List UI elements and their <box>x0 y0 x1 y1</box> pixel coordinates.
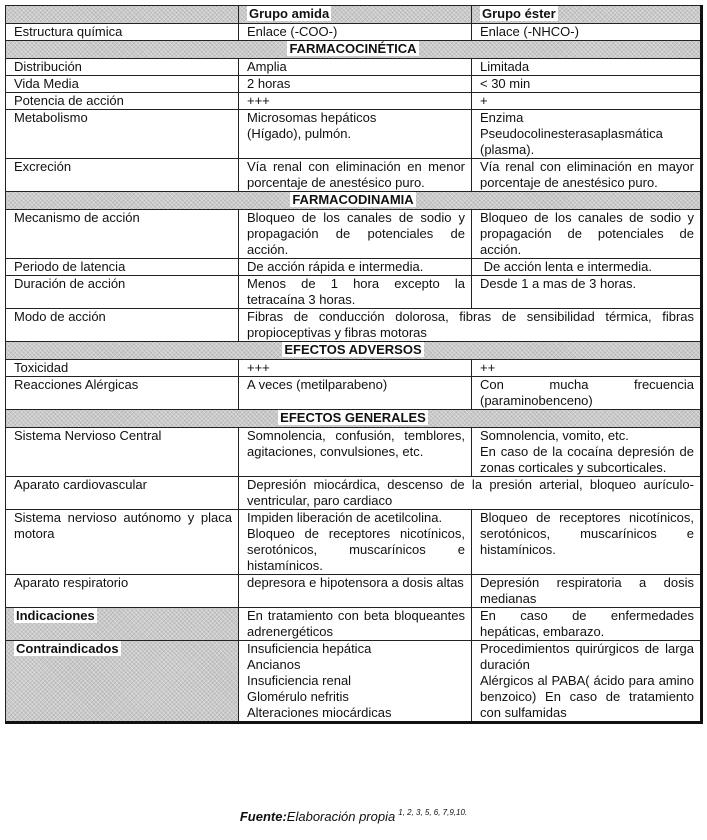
cell-line: Impiden liberación de acetilcolina. <box>247 510 443 525</box>
header-grupo-amida-label: Grupo amida <box>249 6 330 21</box>
source-label: Fuente: <box>239 809 287 824</box>
amida-cell: De acción rápida e intermedia. <box>239 259 472 276</box>
cell-line: Somnolencia, vomito, etc. <box>480 428 629 443</box>
cell-line: Alteraciones miocárdicas <box>247 705 392 720</box>
cell-line: Insuficiencia renal <box>247 673 352 688</box>
table-row-vida-media <box>6 76 702 93</box>
row-label: Contraindicados <box>16 641 119 656</box>
amida-cell <box>239 641 472 723</box>
table-row-indicaciones <box>6 608 702 641</box>
amida-cell: Menos de 1 hora excepto la tetracaína 3 horas. <box>239 276 472 309</box>
row-label: Aparato cardiovascular <box>6 477 239 510</box>
header-grupo-amida <box>239 6 472 24</box>
table-header-row <box>6 6 702 24</box>
row-label: Mecanismo de acción <box>6 210 239 259</box>
ester-cell: Con mucha frecuencia (paraminobenceno) <box>472 377 702 410</box>
ester-cell: En caso de enfermedades hepáticas, embarazo. <box>472 608 702 641</box>
section-title: EFECTOS GENERALES <box>280 410 426 425</box>
cell-line: Microsomas hepáticos <box>247 110 377 125</box>
anesthetics-comparison-table <box>5 5 703 724</box>
cell-line: Glomérulo nefritis <box>247 689 349 704</box>
amida-cell: depresora e hipotensora a dosis altas <box>239 575 472 608</box>
amida-cell: A veces (metilparabeno) <box>239 377 472 410</box>
ester-cell: ++ <box>472 360 702 377</box>
source-caption <box>0 808 707 824</box>
section-title: FARMACODINAMIA <box>292 192 414 207</box>
ester-cell <box>472 428 702 477</box>
row-label: Sistema Nervioso Central <box>6 428 239 477</box>
section-header-efectos-adversos <box>6 342 702 360</box>
amida-cell: 2 horas <box>239 76 472 93</box>
row-label: Metabolismo <box>6 110 239 159</box>
ester-cell: Bloqueo de receptores nicotínicos, serotónicos, muscarínicos e histamínicos. <box>472 510 702 575</box>
header-grupo-ester <box>472 6 702 24</box>
row-label: Modo de acción <box>6 309 239 342</box>
amida-cell: +++ <box>239 360 472 377</box>
ester-cell: Enlace (-NHCO-) <box>472 24 702 41</box>
amida-cell: Enlace (-COO-) <box>239 24 472 41</box>
section-title: FARMACOCINÉTICA <box>289 41 417 56</box>
cell-line: Bloqueo de receptores nicotínicos, serotónicos, muscarínicos e histamínicos. <box>247 526 465 573</box>
amida-cell <box>239 110 472 159</box>
header-empty-cell <box>6 6 239 24</box>
row-label: Estructura química <box>6 24 239 41</box>
ester-cell: Vía renal con eliminación en mayor porcentaje de anestésico puro. <box>472 159 702 192</box>
ester-cell: Depresión respiratoria a dosis medianas <box>472 575 702 608</box>
amida-cell <box>239 510 472 575</box>
amida-cell: Amplia <box>239 59 472 76</box>
table-row-latencia <box>6 259 702 276</box>
amida-cell: En tratamiento con beta bloqueantes adrenergéticos <box>239 608 472 641</box>
ester-cell <box>472 110 702 159</box>
row-label: Aparato respiratorio <box>6 575 239 608</box>
table-row-modo <box>6 309 702 342</box>
row-label: Distribución <box>6 59 239 76</box>
row-label-cell <box>6 641 239 723</box>
cell-line: (Hígado), pulmón. <box>247 126 352 141</box>
ester-cell: < 30 min <box>472 76 702 93</box>
cell-line: Ancianos <box>247 657 301 672</box>
table-row-alergicas <box>6 377 702 410</box>
row-label: Sistema nervioso autónomo y placa motora <box>6 510 239 575</box>
table-row-duracion <box>6 276 702 309</box>
ester-cell: Desde 1 a mas de 3 horas. <box>472 276 702 309</box>
section-title: EFECTOS ADVERSOS <box>284 342 422 357</box>
table-row-metabolismo <box>6 110 702 159</box>
merged-cell: Fibras de conducción dolorosa, fibras de sensibilidad térmica, fibras propioceptivas y fibras motoras <box>239 309 702 342</box>
table-row-respiratorio <box>6 575 702 608</box>
row-label: Vida Media <box>6 76 239 93</box>
row-label: Potencia de acción <box>6 93 239 110</box>
amida-cell: +++ <box>239 93 472 110</box>
merged-cell: Depresión miocárdica, descenso de la presión arterial, bloqueo aurículo-ventricular, paro cardiaco <box>239 477 702 510</box>
row-label: Duración de acción <box>6 276 239 309</box>
ester-cell <box>472 641 702 723</box>
section-header-efectos-generales <box>6 410 702 428</box>
table-row-excrecion <box>6 159 702 192</box>
section-header-farmacocinetica <box>6 41 702 59</box>
ester-cell: Limitada <box>472 59 702 76</box>
table-row-cardiovascular <box>6 477 702 510</box>
table-row-autonomo <box>6 510 702 575</box>
table-row-toxicidad <box>6 360 702 377</box>
cell-line: En caso de la cocaína depresión de zonas corticales y subcorticales. <box>480 444 694 475</box>
ester-cell: + <box>472 93 702 110</box>
row-label-cell <box>6 608 239 641</box>
section-header-farmacodinamia <box>6 192 702 210</box>
cell-line: Alérgicos al PABA( ácido para amino benzoico) En caso de tratamiento con sulfamidas <box>480 673 694 720</box>
row-label: Toxicidad <box>6 360 239 377</box>
row-label: Periodo de latencia <box>6 259 239 276</box>
source-references: 1, 2, 3, 5, 6, 7,9,10. <box>398 808 468 817</box>
comparison-table-container <box>5 5 701 724</box>
cell-line: Insuficiencia hepática <box>247 641 372 656</box>
row-label: Reacciones Alérgicas <box>6 377 239 410</box>
table-row-snc <box>6 428 702 477</box>
cell-line: Procedimientos quirúrgicos de larga duración <box>480 641 694 672</box>
amida-cell: Bloqueo de los canales de sodio y propagación de potenciales de acción. <box>239 210 472 259</box>
cell-line: Enzima <box>480 110 524 125</box>
row-label: Indicaciones <box>16 608 95 623</box>
cell-line: Pseudocolinesterasaplasmática (plasma). <box>480 126 663 157</box>
amida-cell: Vía renal con eliminación en menor porcentaje de anestésico puro. <box>239 159 472 192</box>
row-label: Excreción <box>6 159 239 192</box>
table-row-potencia <box>6 93 702 110</box>
ester-cell: Bloqueo de los canales de sodio y propagación de potenciales de acción. <box>472 210 702 259</box>
source-text: Elaboración propia <box>286 809 396 824</box>
table-row-mecanismo <box>6 210 702 259</box>
header-grupo-ester-label: Grupo éster <box>482 6 556 21</box>
table-row-distribucion <box>6 59 702 76</box>
table-row-contraindicados <box>6 641 702 723</box>
table-row-estructura <box>6 24 702 41</box>
ester-cell: De acción lenta e intermedia. <box>472 259 702 276</box>
amida-cell: Somnolencia, confusión, temblores, agitaciones, convulsiones, etc. <box>239 428 472 477</box>
